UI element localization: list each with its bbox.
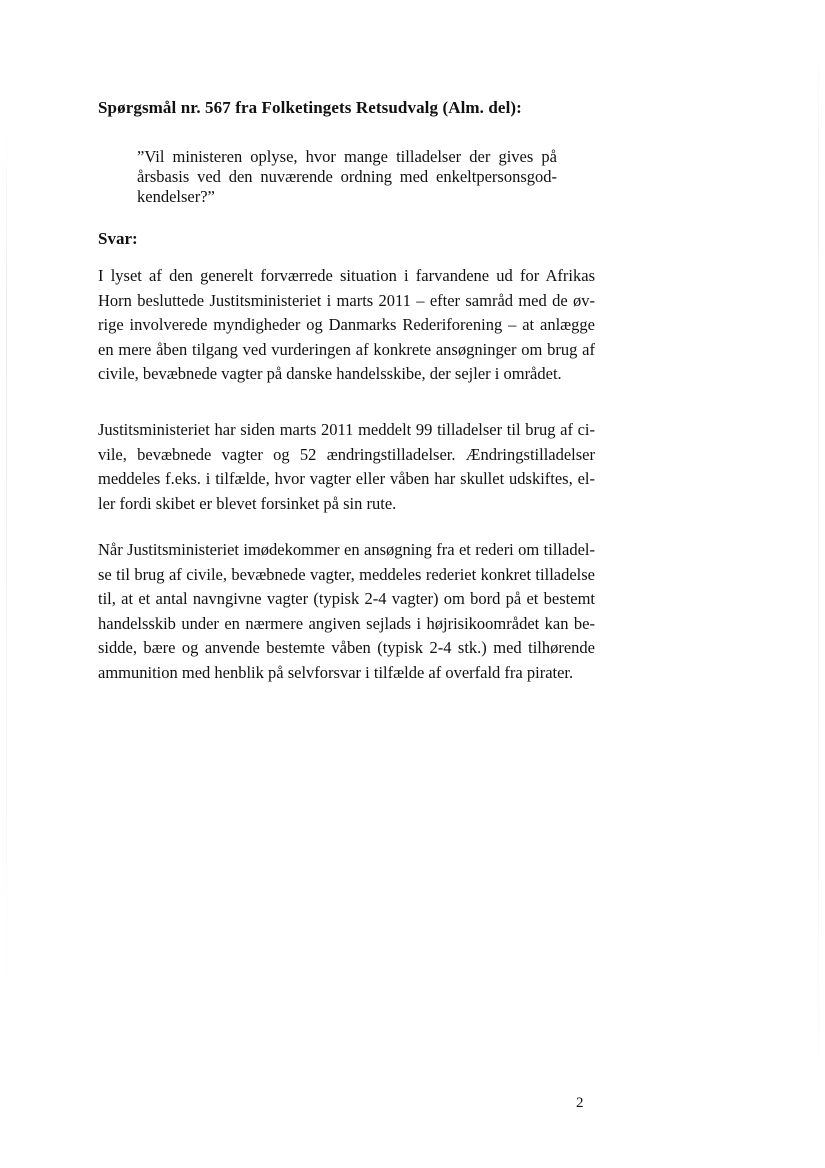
paragraph-line: sidde, bære og anvende bestemte våben (typisk 2-4 stk.) med tilhørende <box>98 638 595 657</box>
paragraph-line: rige involverede myndigheder og Danmarks Rederiforening – at anlægge <box>98 315 595 334</box>
paragraph-line: civile, bevæbnede vagter på danske handelsskibe, der sejler i området. <box>98 364 562 383</box>
answer-paragraph <box>98 264 595 387</box>
answer-heading: Svar: <box>98 229 138 248</box>
paragraph-line: Justitsministeriet har siden marts 2011 meddelt 99 tilladelser til brug af ci- <box>98 420 595 439</box>
paragraph-line: handelsskib under en nærmere angiven sejlads i højrisikoområdet kan be- <box>98 613 595 633</box>
paragraph-line: vile, bevæbnede vagter og 52 ændringstilladelser. Ændringstilladelser <box>98 444 595 464</box>
question-quote <box>137 147 557 207</box>
paragraph-line: ler fordi skibet er blevet forsinket på sin rute. <box>98 493 397 513</box>
paragraph-line: I lyset af den generelt forværrede situation i farvandene ud for Afrikas <box>98 266 595 285</box>
page-number: 2 <box>576 1095 584 1111</box>
question-heading: Spørgsmål nr. 567 fra Folketingets Retsudvalg (Alm. del): <box>98 98 522 117</box>
paragraph-line: Horn besluttede Justitsministeriet i marts 2011 – efter samråd med de øv- <box>98 290 595 310</box>
answer-paragraph <box>98 538 595 685</box>
paragraph-line: til, at et antal navngivne vagter (typisk 2-4 vagter) om bord på et bestemt <box>98 589 595 608</box>
paragraph-line: meddeles f.eks. i tilfælde, hvor vagter eller våben har skullet udskiftes, el- <box>98 469 595 488</box>
quote-line: ”Vil ministeren oplyse, hvor mange tilladelser der gives på <box>137 147 557 166</box>
answer-paragraph <box>98 418 595 516</box>
paragraph-line: Når Justitsministeriet imødekommer en ansøgning fra et rederi om tilladel- <box>98 540 595 559</box>
scan-edge-artifact <box>818 40 819 1120</box>
quote-line: kendelser?” <box>137 187 215 206</box>
paragraph-line: en mere åben tilgang ved vurderingen af konkrete ansøgninger om brug af <box>98 339 595 359</box>
paragraph-line: ammunition med henblik på selvforsvar i tilfælde af overfald fra pirater. <box>98 662 574 682</box>
paragraph-line: se til brug af civile, bevæbnede vagter, meddeles rederiet konkret tilladelse <box>98 564 595 584</box>
scan-edge-artifact <box>6 120 7 1020</box>
quote-line: årsbasis ved den nuværende ordning med enkeltpersonsgod- <box>137 167 557 186</box>
